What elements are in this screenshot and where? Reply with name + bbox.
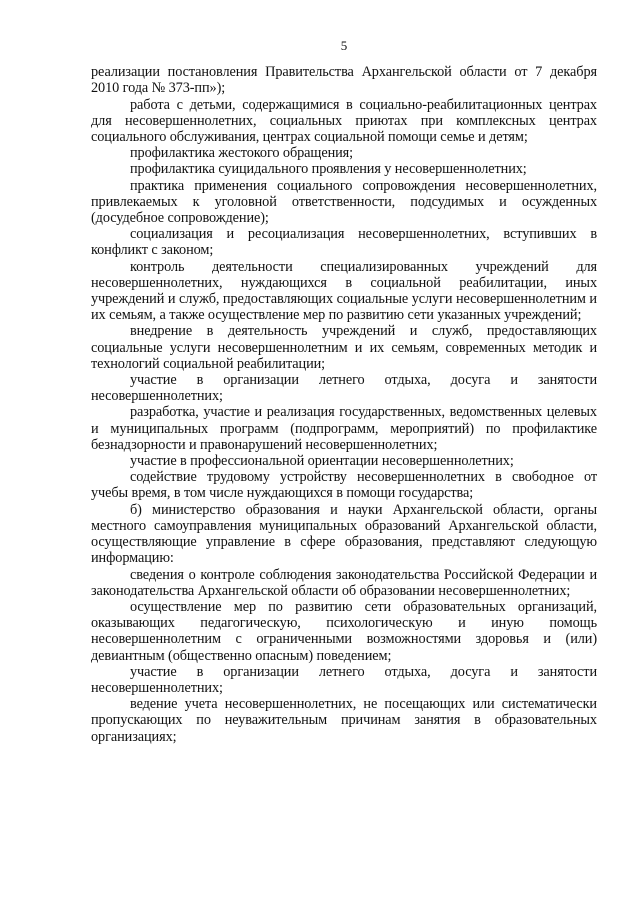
paragraph: б) министерство образования и науки Архангельской области, органы местного самоуправления муниципальных образований Архангельской области, осуществляющие управление в сфере образования, представляют следующую информацию:	[91, 501, 597, 567]
paragraph: работа с детьми, содержащимися в социально-реабилитационных центрах для несовершеннолетних, социальных приютах при комплексных центрах социального обслуживания, центрах социальной помощи семье и детям;	[91, 96, 597, 146]
paragraph: контроль деятельности специализированных учреждений для несовершеннолетних, нуждающихся в социальной реабилитации, иных учреждений и служб, предоставляющих социальные услуги несовершеннолетним и их семьям, а также осуществление мер по развитию сети указанных учреждений;	[91, 258, 597, 324]
paragraph: участие в профессиональной ориентации несовершеннолетних;	[130, 453, 514, 470]
paragraph: реализации постановления Правительства Архангельской области от 7 декабря 2010 года № 373-пп»);	[91, 64, 597, 97]
paragraph: социализация и ресоциализация несовершеннолетних, вступивших в конфликт с законом;	[91, 226, 597, 259]
paragraph: разработка, участие и реализация государственных, ведомственных целевых и муниципальных программ (подпрограмм, мероприятий) по профилактике безнадзорности и правонарушений несовершеннолетних;	[91, 404, 597, 453]
document-page	[91, 38, 597, 745]
paragraph: участие в организации летнего отдыха, досуга и занятости несовершеннолетних;	[91, 663, 597, 696]
paragraph: содействие трудовому устройству несовершеннолетних в свободное от учебы время, в том числе нуждающихся в помощи государства;	[91, 469, 597, 502]
paragraph: ведение учета несовершеннолетних, не посещающих или систематически пропускающих по неуважительным причинам занятия в образовательных организациях;	[91, 696, 597, 745]
paragraph: практика применения социального сопровождения несовершеннолетних, привлекаемых к уголовной ответственности, подсудимых и осужденных (досудебное сопровождение);	[91, 177, 597, 227]
paragraph: сведения о контроле соблюдения законодательства Российской Федерации и законодательства Архангельской области об образовании несовершеннолетних;	[91, 566, 597, 599]
paragraph: профилактика суицидального проявления у несовершеннолетних;	[130, 161, 527, 178]
paragraph: профилактика жестокого обращения;	[130, 145, 354, 162]
paragraph: внедрение в деятельность учреждений и служб, предоставляющих социальные услуги несовершеннолетним и их семьям, современных методик и технологий социальной реабилитации;	[91, 323, 597, 372]
page-number: 5	[340, 38, 348, 53]
paragraph: осуществление мер по развитию сети образовательных организаций, оказывающих педагогическую, психологическую и иную помощь несовершеннолетним с ограниченными возможностями здоровья и (или) девиантным (общественно опасным) поведением;	[91, 598, 597, 664]
paragraph: участие в организации летнего отдыха, досуга и занятости несовершеннолетних;	[91, 372, 597, 405]
